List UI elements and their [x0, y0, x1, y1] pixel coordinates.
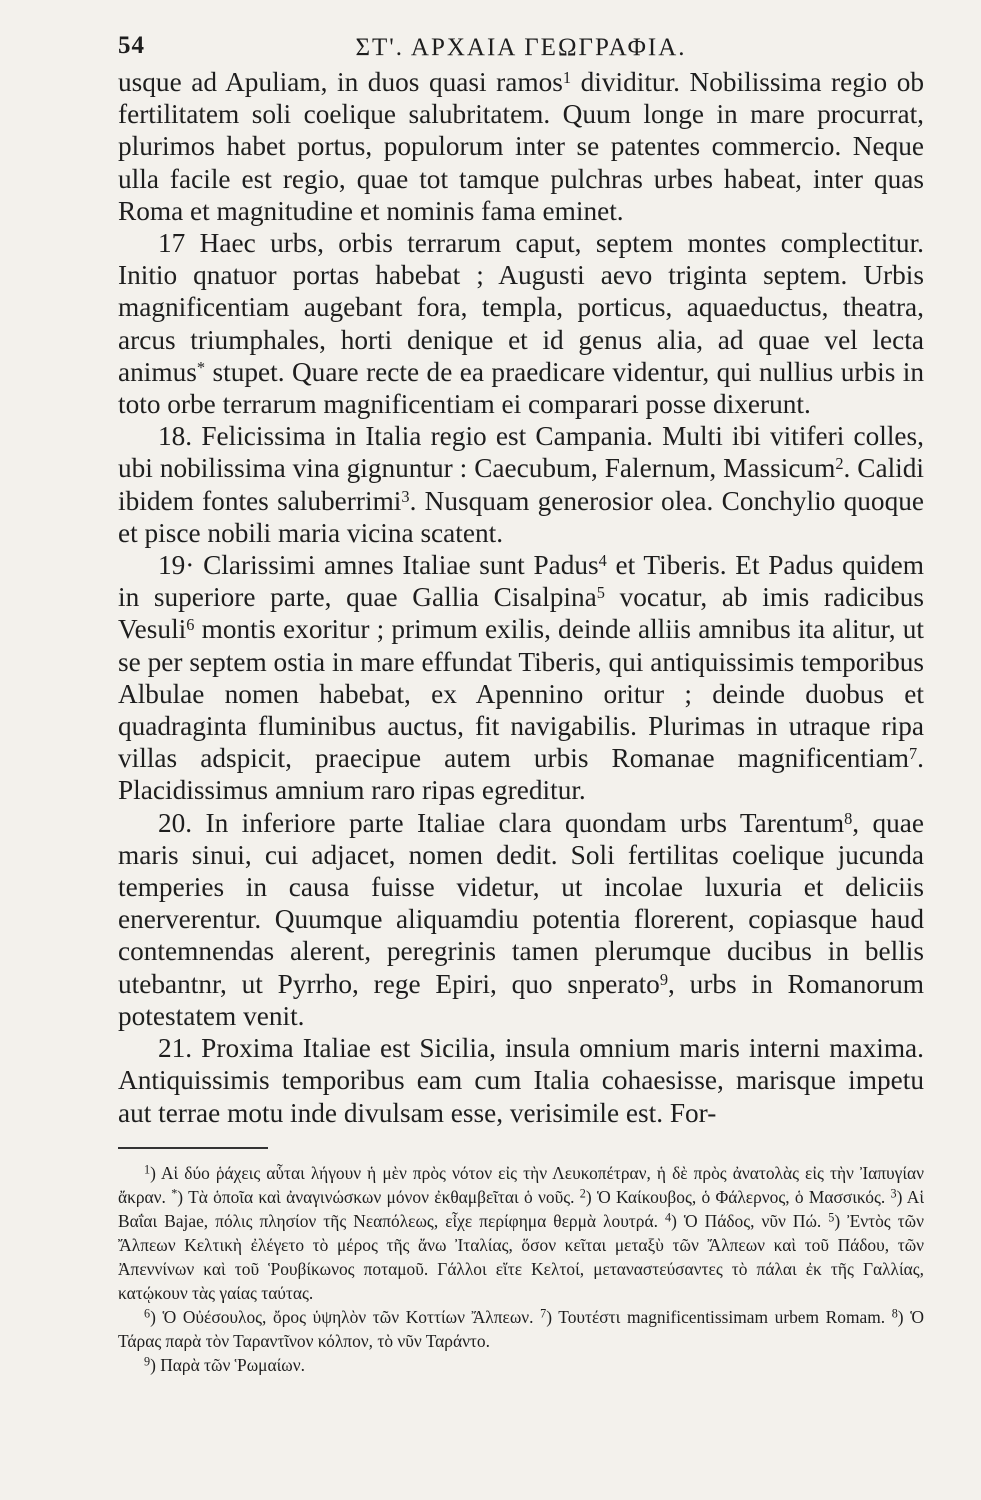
footnote-ref-4: 4: [598, 550, 607, 570]
section-number: 20.: [158, 807, 193, 838]
footnote-text: ) Τουτέστι magnificentissimam urbem Romam.: [546, 1306, 886, 1327]
footnote-mark: 2: [579, 1186, 586, 1201]
section-number: 19·: [158, 550, 195, 581]
footnote-ref-2: 2: [835, 454, 844, 474]
footnote-mark: 7: [540, 1306, 547, 1321]
section-number: 18.: [158, 421, 193, 452]
footnote-text: ) Τὰ ὁποῖα καὶ ἀναγινώσκων μόνον ἐκθαμβεῖται ὁ νοῦς.: [177, 1186, 575, 1207]
footnote-ref-star: *: [196, 357, 206, 377]
footnote-mark: *: [171, 1186, 178, 1201]
section-number: 21.: [158, 1033, 193, 1064]
footnote-block: [118, 1161, 924, 1305]
footnote-mark: 6: [144, 1306, 151, 1321]
footnote-text: ) Ὁ Πάδος, νῦν Πώ.: [671, 1210, 822, 1231]
section-number: 17: [158, 228, 186, 259]
footnote-mark: 5: [828, 1210, 835, 1225]
book-page: [118, 26, 924, 1377]
section-19: 19· Clarissimi amnes Italiae sunt Padus$^4$ et Tiberis. Et Padus quidem in superiore parte, quae Gallia Cisalpina$^5$ vocatur, ab imis radicibus Vesuli$^6$ montis exoritur ; primum exilis, deinde alliis amnibus ita alitur, ut se per septem ostia in mare effundat Tiberis, qui antiquissimis temporibus Albulae nomen habebat, ex Apennino oritur ; deinde duobus et quadraginta fluminibus auctus, fit navigabilis. Plurimas in utraque ripa villas adspicit, praecipue autem urbis Romanae magnificentiam$^7$. Placidissimus amnium raro ripas egreditur.: [118, 550, 924, 806]
footnote-mark: 4: [664, 1210, 672, 1225]
footnote-text: ) Αἱ Βαΐαι Bajae, πόλις πλησίον τῆς Νεαπόλεως, εἶχε περίφημα θερμὰ λουτρά.: [118, 1186, 924, 1231]
footnote-mark: 8: [891, 1306, 898, 1321]
footnote-ref-5: 5: [596, 583, 605, 603]
footnote-ref-8: 8: [844, 808, 853, 828]
footnote-divider: [118, 1147, 268, 1149]
running-header: [118, 26, 924, 66]
footnote-ref-3: 3: [401, 486, 410, 506]
footnotes: [118, 1161, 924, 1377]
footnote-ref-1: 1: [562, 67, 572, 87]
footnote-text: ) Ἐντὸς τῶν Ἄλπεων Κελτικὴ ἐλέγετο τὸ μέρος τῆς ἄνω Ἰταλίας, ὅσον κεῖται μεταξὺ τῶν Ἄλπεων καὶ τοῦ Πάδου, τῶν Ἀπεννίνων καὶ τοῦ Ῥουβίκωνος ποταμοῦ. Γάλλοι εἴτε Κελτοί, μεταναστεύσαντες τὸ πάλαι ἐκ τῆς Γαλλίας, κατῴκουν τὰς γαίας ταύτας.: [118, 1210, 924, 1303]
section-17: 17 Haec urbs, orbis terrarum caput, septem montes complectitur. Initio qnatuor portas habebat ; Augusti aevo triginta septem. Urbis magnificentiam augebant fora, templa, porticus, aquaeductus, theatra, arcus triumphales, horti denique et id genus alia, ad quae vel lecta animus* stupet. Quare recte de ea praedicare videntur, qui nullius urbis in toto orbe terrarum magnificentiam ei comparari posse dixerunt.: [118, 228, 924, 420]
footnote-text: ) Ὁ Οὐέσουλος, ὄρος ὑψηλὸν τῶν Κοττίων Ἄλπεων.: [150, 1306, 534, 1327]
main-text: [118, 66, 924, 1129]
footnote-block: [118, 1305, 924, 1353]
footnote-ref-6: 6: [186, 615, 195, 635]
footnote-mark: 3: [890, 1186, 897, 1201]
page-number: 54: [118, 32, 145, 59]
footnote-text: ) Ὁ Τάρας παρὰ τὸν Ταραντῖνον κόλπον, τὸ νῦν Ταράντο.: [118, 1306, 924, 1351]
paragraph-continuation: usque ad Apuliam, in duos quasi ramos$^1$ dividitur. Nobilissima regio ob fertilitatem soli coelique salubritatem. Quum longe in mare procurrat, plurimos habet portus, populorum inter se patentes commercio. Neque ulla facile est regio, quae tot tamque pulchras urbes habeat, inter quas Roma et magnitudine et nominis fama eminet.: [118, 67, 924, 226]
section-20: 20. In inferiore parte Italiae clara quondam urbs Tarentum$^8$, quae maris sinui, cui adjacet, nomen dedit. Soli fertilitas coelique jucunda temperies in causa fuisse videtur, ut incolae luxuria et deliciis enerverentur. Quumque aliquamdiu potentia florerent, copiasque haud contemnendas alerent, peregrinis tamen plerumque ducibus in bellis utebantnr, ut Pyrrho, rege Epiri, quo snperato$^9$, urbs in Romanorum potestatem venit.: [118, 807, 924, 1031]
footnote-ref-9: 9: [659, 969, 669, 989]
footnote-text: ) Ὁ Καίκουβος, ὁ Φάλερνος, ὁ Μασσικός.: [585, 1186, 886, 1207]
running-title: ΣΤ'. ΑΡΧΑΙΑ ΓΕΩΓΡΑΦΙΑ.: [355, 34, 687, 61]
footnote-ref-7: 7: [908, 744, 918, 764]
footnote-text: ) Αἱ δύο ῥάχεις αὗται λήγουν ἡ μὲν πρὸς νότον εἰς τὴν Λευκοπέτραν, ἡ δὲ πρὸς ἀνατολὰς εἰς τὴν Ἰαπυγίαν ἄκραν.: [118, 1162, 924, 1207]
footnote-mark: 9: [144, 1354, 151, 1369]
section-21: 21. Proxima Italiae est Sicilia, insula omnium maris interni maxima. Antiquissimis temporibus eam cum Italia cohaesisse, marisque impetu aut terrae motu inde divulsam esse, verisimile est. For-: [118, 1033, 924, 1128]
footnote-text: ) Παρὰ τῶν Ῥωμαίων.: [150, 1354, 305, 1375]
footnote-block: [118, 1353, 924, 1377]
footnote-mark: 1: [144, 1162, 151, 1177]
section-18: 18. Felicissima in Italia regio est Campania. Multi ibi vitiferi colles, ubi nobilissima vina gignuntur : Caecubum, Falernum, Massicum$^2$. Calidi ibidem fontes saluberrimi$^3$. Nusquam generosior olea. Conchylio quoque et pisce nobili maria vicina scatent.: [118, 421, 924, 548]
